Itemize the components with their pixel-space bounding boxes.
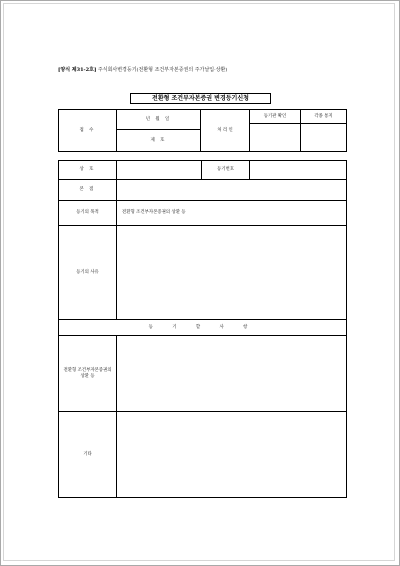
form-caption — [58, 66, 227, 73]
registrar-confirm-label: 등기관 확인 — [249, 109, 301, 124]
head-office-field[interactable] — [116, 179, 347, 201]
other-label: 기타 — [58, 411, 117, 498]
registration-cause-label: 등기의 목적 — [58, 200, 117, 226]
registration-cause-value: 전환형 조건부자본증권의 상환 등 — [116, 200, 347, 226]
cause-and-date-label: 등기의 사유 — [58, 225, 117, 320]
other-field[interactable] — [116, 411, 347, 498]
notice-label: 각종 통지 — [300, 109, 347, 124]
cause-and-date-field[interactable] — [116, 225, 347, 320]
document-title: 전환형 조건부자본증권 변경등기신청 — [130, 93, 271, 104]
receipt-number: 제 호 — [116, 129, 201, 152]
registrar-confirm-box — [249, 123, 301, 152]
processor-label: 처 리 인 — [200, 109, 250, 152]
registration-number-label: 등기번호 — [201, 160, 250, 180]
trade-name-field[interactable] — [116, 160, 202, 180]
convertible-bond-field[interactable] — [116, 335, 347, 412]
trade-name-label: 상 호 — [58, 160, 117, 180]
form-number: [양식 제31-2호] — [58, 67, 97, 73]
receipt-label: 접 수 — [58, 109, 117, 152]
registration-number-field[interactable] — [249, 160, 347, 180]
receipt-date: 년 월 일 — [116, 109, 201, 130]
head-office-label: 본 점 — [58, 179, 117, 201]
convertible-bond-label: 전환형 조건부자본증권의 상환 등 — [58, 335, 117, 412]
form-subtitle: 주식회사변경등기(전환형 조건부자본증권의 주가날입·상환) — [97, 67, 228, 73]
items-header: 등 기 할 사 항 — [58, 319, 347, 336]
notice-box — [300, 123, 347, 152]
